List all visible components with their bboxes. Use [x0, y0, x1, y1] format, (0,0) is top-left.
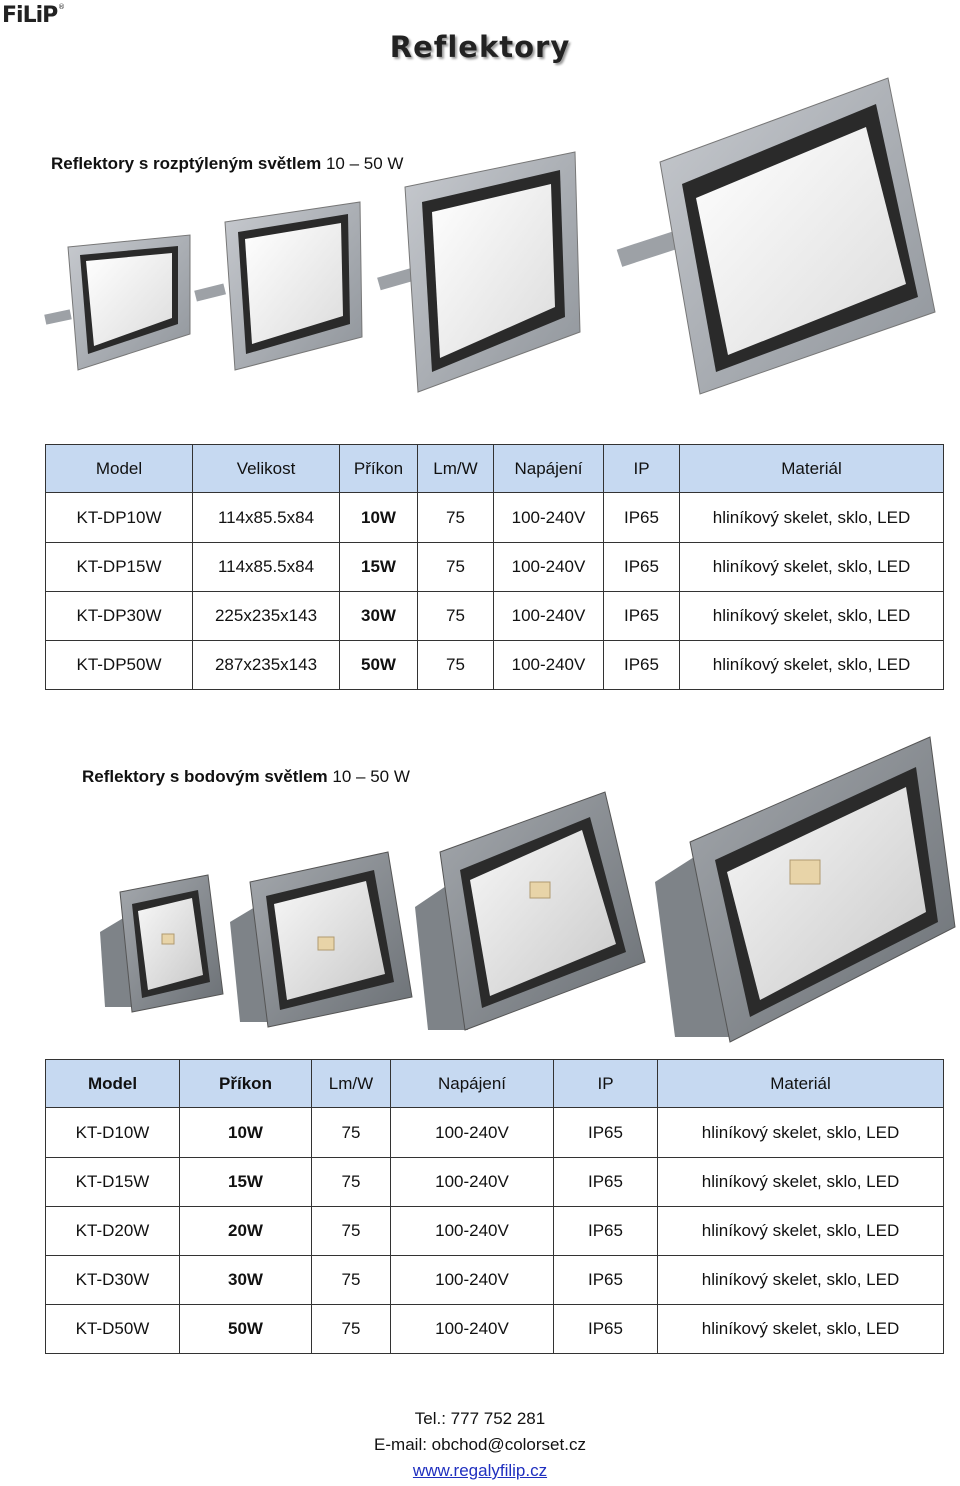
spot-floodlight-2: [230, 852, 412, 1027]
header-cell: Materiál: [658, 1060, 944, 1108]
section2-title-bold: Reflektory s bodovým světlem: [82, 767, 328, 786]
cell-model: KT-DP15W: [46, 543, 193, 592]
table-row: [46, 1305, 944, 1354]
header-cell: Příkon: [340, 445, 418, 493]
cell-power: 50W: [340, 641, 418, 690]
cell-size: 114x85.5x84: [193, 493, 340, 543]
table-row: [46, 641, 944, 690]
cell-model: KT-DP30W: [46, 592, 193, 641]
header-cell: Příkon: [180, 1060, 312, 1108]
section1-title-rest: 10 – 50 W: [321, 154, 404, 173]
registered-mark: ®: [58, 3, 65, 11]
cell-model: KT-D20W: [46, 1207, 180, 1256]
cell-material: hliníkový skelet, sklo, LED: [680, 493, 944, 543]
table-row: [46, 592, 944, 641]
cell-power: 30W: [340, 592, 418, 641]
cell-supply: 100-240V: [494, 592, 604, 641]
cell-power: 30W: [180, 1256, 312, 1305]
cell-lmw: 75: [312, 1256, 391, 1305]
cell-lmw: 75: [312, 1305, 391, 1354]
table-header-row: [46, 1060, 944, 1108]
header-cell: IP: [554, 1060, 658, 1108]
cell-material: hliníkový skelet, sklo, LED: [658, 1305, 944, 1354]
table-row: [46, 1108, 944, 1158]
cell-ip: IP65: [604, 592, 680, 641]
cell-model: KT-D10W: [46, 1108, 180, 1158]
table-row: [46, 543, 944, 592]
cell-material: hliníkový skelet, sklo, LED: [680, 592, 944, 641]
table-row: [46, 1158, 944, 1207]
cell-ip: IP65: [554, 1207, 658, 1256]
cell-ip: IP65: [604, 493, 680, 543]
floodlight-small-2: [194, 202, 362, 370]
filip-logo: [2, 0, 66, 28]
cell-material: hliníkový skelet, sklo, LED: [658, 1158, 944, 1207]
cell-ip: IP65: [604, 543, 680, 592]
cell-power: 50W: [180, 1305, 312, 1354]
table-row: [46, 1207, 944, 1256]
cell-lmw: 75: [312, 1108, 391, 1158]
footer-email: E-mail: obchod@colorset.cz: [374, 1435, 586, 1454]
header-cell: Model: [46, 445, 193, 493]
cell-power: 15W: [340, 543, 418, 592]
spot-floodlights-image: [90, 732, 960, 1050]
spot-floodlight-3: [415, 792, 645, 1030]
cell-material: hliníkový skelet, sklo, LED: [658, 1207, 944, 1256]
cell-lmw: 75: [312, 1158, 391, 1207]
footer-website-wrap: [0, 1461, 960, 1481]
cell-material: hliníkový skelet, sklo, LED: [680, 641, 944, 690]
cell-size: 287x235x143: [193, 641, 340, 690]
header-cell: Lm/W: [312, 1060, 391, 1108]
cell-lmw: 75: [418, 592, 494, 641]
header-cell: Materiál: [680, 445, 944, 493]
header-cell: Napájení: [391, 1060, 554, 1108]
cell-material: hliníkový skelet, sklo, LED: [658, 1256, 944, 1305]
table-header-row: [46, 445, 944, 493]
section1-title-bold: Reflektory s rozptýleným světlem: [51, 154, 322, 173]
footer-phone: Tel.: 777 752 281: [414, 1409, 546, 1428]
cell-power: 10W: [340, 493, 418, 543]
header-cell: Lm/W: [418, 445, 494, 493]
floodlight-large: [617, 78, 935, 394]
website-link[interactable]: www.regalyfilip.cz: [412, 1461, 548, 1480]
spot-spec-table: [45, 1059, 944, 1354]
spot-floodlight-1: [100, 875, 223, 1012]
cell-size: 225x235x143: [193, 592, 340, 641]
floodlight-small-1: [44, 235, 190, 370]
cell-ip: IP65: [554, 1108, 658, 1158]
cell-power: 20W: [180, 1207, 312, 1256]
cell-model: KT-D30W: [46, 1256, 180, 1305]
cell-lmw: 75: [418, 493, 494, 543]
cell-supply: 100-240V: [391, 1256, 554, 1305]
cell-lmw: 75: [418, 543, 494, 592]
cell-size: 114x85.5x84: [193, 543, 340, 592]
header-cell: IP: [604, 445, 680, 493]
cell-material: hliníkový skelet, sklo, LED: [658, 1108, 944, 1158]
cell-power: 10W: [180, 1108, 312, 1158]
cell-supply: 100-240V: [391, 1207, 554, 1256]
header-cell: Napájení: [494, 445, 604, 493]
cell-supply: 100-240V: [391, 1158, 554, 1207]
section2-title-rest: 10 – 50 W: [327, 767, 410, 786]
cell-ip: IP65: [554, 1305, 658, 1354]
logo-text: FiLiP: [2, 3, 58, 28]
cell-power: 15W: [180, 1158, 312, 1207]
diffuse-floodlights-image: [40, 72, 940, 402]
cell-supply: 100-240V: [494, 641, 604, 690]
cell-model: KT-D50W: [46, 1305, 180, 1354]
cell-lmw: 75: [418, 641, 494, 690]
cell-supply: 100-240V: [391, 1108, 554, 1158]
cell-ip: IP65: [604, 641, 680, 690]
cell-supply: 100-240V: [391, 1305, 554, 1354]
floodlight-medium: [377, 152, 580, 392]
cell-model: KT-D15W: [46, 1158, 180, 1207]
spot-floodlight-4: [655, 737, 955, 1042]
cell-ip: IP65: [554, 1158, 658, 1207]
header-cell: Model: [46, 1060, 180, 1108]
header-cell: Velikost: [193, 445, 340, 493]
cell-material: hliníkový skelet, sklo, LED: [680, 543, 944, 592]
cell-supply: 100-240V: [494, 493, 604, 543]
page-title: Reflektory: [389, 30, 571, 64]
diffuse-spec-table: [45, 444, 944, 690]
cell-model: KT-DP10W: [46, 493, 193, 543]
cell-ip: IP65: [554, 1256, 658, 1305]
table-row: [46, 1256, 944, 1305]
cell-lmw: 75: [312, 1207, 391, 1256]
cell-model: KT-DP50W: [46, 641, 193, 690]
cell-supply: 100-240V: [494, 543, 604, 592]
table-row: [46, 493, 944, 543]
